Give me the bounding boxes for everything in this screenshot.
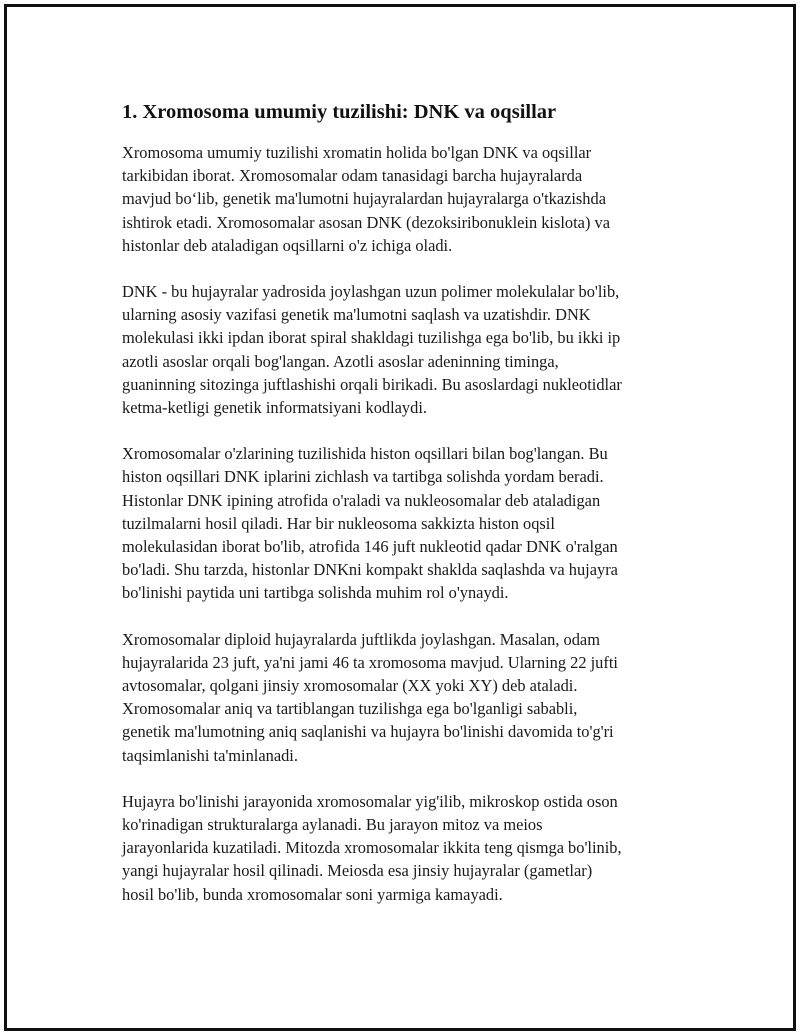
paragraph-4 bbox=[122, 628, 702, 767]
paragraph-line: DNK - bu hujayralar yadrosida joylashgan uzun polimer molekulalar bo'lib, bbox=[122, 282, 620, 302]
section-heading: 1. Xromosoma umumiy tuzilishi: DNK va oqsillar bbox=[122, 101, 557, 123]
paragraph-line: hujayralarida 23 juft, ya'ni jami 46 ta xromosoma mavjud. Ularning 22 jufti bbox=[122, 652, 618, 672]
paragraph-line: ketma-ketligi genetik informatsiyani kodlaydi. bbox=[122, 398, 427, 418]
paragraph-line: molekulasidan iborat bo'lib, atrofida 146 juft nukleotid qadar DNK o'ralgan bbox=[122, 537, 618, 557]
paragraph-line: genetik ma'lumotning aniq saqlanishi va hujayra bo'linishi davomida to'g'ri bbox=[122, 722, 614, 742]
paragraph-line: avtosomalar, qolgani jinsiy xromosomalar (XX yoki XY) deb ataladi. bbox=[122, 676, 578, 696]
paragraph-line: ko'rinadigan strukturalarga aylanadi. Bu jarayon mitoz va meios bbox=[122, 815, 543, 835]
paragraph-line: taqsimlanishi ta'minlanadi. bbox=[122, 745, 298, 765]
paragraph-1 bbox=[122, 141, 702, 257]
paragraph-line: yangi hujayralar hosil qilinadi. Meiosda esa jinsiy hujayralar (gametlar) bbox=[122, 861, 593, 881]
paragraph-line: Histonlar DNK ipining atrofida o'raladi va nukleosomalar deb ataladigan bbox=[122, 490, 601, 510]
paragraph-line: bo'ladi. Shu tarzda, histonlar DNKni kompakt shaklda saqlashda va hujayra bbox=[122, 560, 618, 580]
paragraph-line: histonlar deb ataladigan oqsillarni o'z ichiga oladi. bbox=[122, 235, 453, 255]
paragraph-line: guaninning sitozinga juftlashishi orqali birikadi. Bu asoslardagi nukleotidlar bbox=[122, 374, 622, 394]
paragraph-line: Xromosoma umumiy tuzilishi xromatin holida bo'lgan DNK va oqsillar bbox=[122, 143, 592, 162]
paragraph-line: azotli asoslar orqali bog'langan. Azotli asoslar adeninning timinga, bbox=[122, 351, 559, 371]
paragraph-line: hosil bo'lib, bunda xromosomalar soni yarmiga kamayadi. bbox=[122, 884, 503, 904]
paragraph-line: Hujayra bo'linishi jarayonida xromosomalar yig'ilib, mikroskop ostida oson bbox=[122, 791, 618, 811]
paragraph-line: tuzilmalarni hosil qiladi. Har bir nukleosoma sakkizta histon oqsil bbox=[122, 513, 555, 533]
paragraph-line: histon oqsillari DNK iplarini zichlash va tartibga solishda yordam beradi. bbox=[122, 467, 604, 487]
paragraph-line: Xromosomalar aniq va tartiblangan tuzilishga ega bo'lganligi sababli, bbox=[122, 699, 578, 719]
document-body bbox=[122, 97, 702, 929]
paragraph-line: bo'linishi paytida uni tartibga solishda muhim rol o'ynaydi. bbox=[122, 583, 509, 603]
paragraph-2 bbox=[122, 280, 702, 419]
page-frame bbox=[4, 4, 796, 1031]
paragraph-line: mavjud bo‘lib, genetik ma'lumotni hujayralardan hujayralarga o'tkazishda bbox=[122, 189, 606, 209]
paragraph-line: Xromosomalar o'zlarining tuzilishida histon oqsillari bilan bog'langan. Bu bbox=[122, 444, 608, 464]
paragraph-line: ularning asosiy vazifasi genetik ma'lumotni saqlash va uzatishdir. DNK bbox=[122, 305, 591, 325]
paragraph-5 bbox=[122, 790, 702, 906]
paragraph-line: jarayonlarida kuzatiladi. Mitozda xromosomalar ikkita teng qismga bo'linib, bbox=[122, 838, 622, 858]
paragraph-line: Xromosomalar diploid hujayralarda juftlikda joylashgan. Masalan, odam bbox=[122, 629, 600, 649]
paragraph-line: molekulasi ikki ipdan iborat spiral shakldagi tuzilishga ega bo'lib, bu ikki ip bbox=[122, 328, 621, 348]
paragraph-line: tarkibidan iborat. Xromosomalar odam tanasidagi barcha hujayralarda bbox=[122, 166, 583, 186]
paragraph-3 bbox=[122, 442, 702, 604]
paragraph-line: ishtirok etadi. Xromosomalar asosan DNK (dezoksiribonuklein kislota) va bbox=[122, 212, 610, 232]
